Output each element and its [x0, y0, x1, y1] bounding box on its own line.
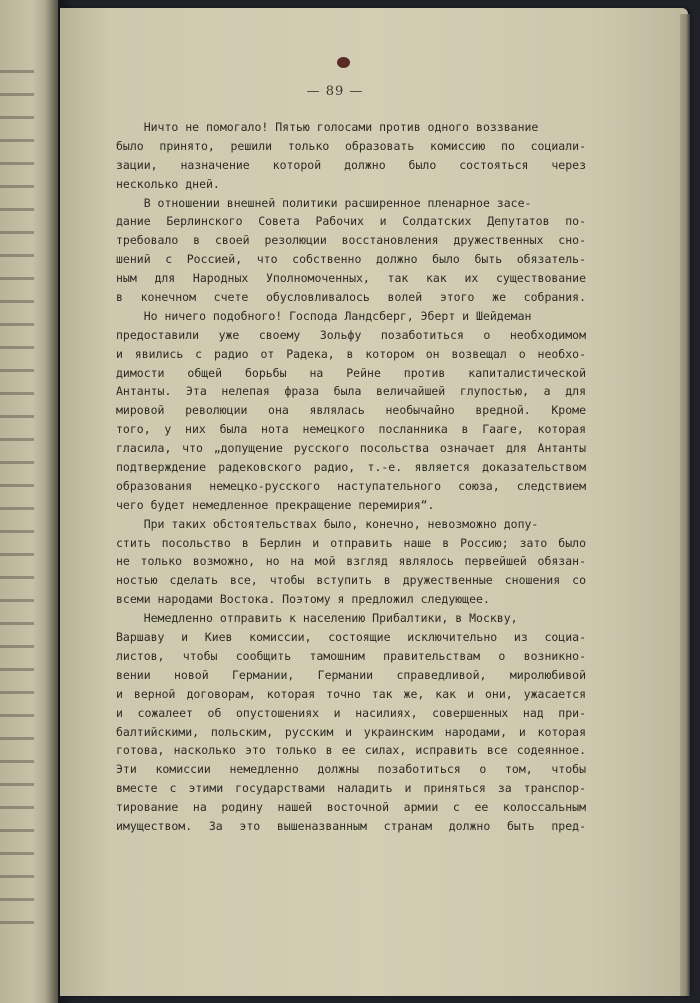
text-line: вместе с этими государствами наладить и приняться за транспор- [116, 781, 586, 796]
text-line: зации, назначение которой должно было состояться через [116, 157, 586, 172]
text-line: имуществом. За это вышеназванным странам должно быть пред- [116, 818, 586, 833]
text-line: требовало в своей резолюции восстановления дружественных сно- [116, 233, 586, 248]
text-line: было принято, решили только образовать комиссию по социали- [116, 138, 586, 153]
left-page-text-edge [0, 60, 34, 940]
text-line: ным для Народных Уполномоченных, так как их существование [116, 271, 586, 286]
text-line: Немедленно отправить к населению Прибалтики, в Москву, [116, 611, 518, 626]
text-line: стить посольство в Берлин и отправить наше в Россию; зато было [116, 535, 586, 550]
text-line: гласила, что „допущение русского посольства означает для Антанты [116, 441, 586, 456]
text-line: тирование на родину нашей восточной армии с ее колоссальным [116, 800, 586, 815]
text-line: чего будет немедленное прекращение перемирия“. [116, 497, 435, 512]
text-line: и верной договорам, которая точно так же, как и они, ужасается [116, 686, 586, 701]
text-line: в конечном счете обусловливалось волей этого же собрания. [116, 290, 586, 305]
text-line: Антанты. Эта нелепая фраза была величайшей глупостью, а для [116, 384, 586, 399]
text-line: При таких обстоятельствах было, конечно, невозможно допу- [116, 516, 539, 531]
text-line: Варшаву и Киев комиссии, состоящие исключительно из социа- [116, 630, 586, 645]
text-line: образования немецко-русского наступательного союза, следствием [116, 478, 586, 493]
text-line: не только возможно, но на мой взгляд являлось первейшей обязан- [116, 554, 586, 569]
text-line: ностью сделать все, чтобы вступить в дружественные сношения со [116, 573, 586, 588]
text-line: балтийскими, польским, русским и украинским народами, и которая [116, 724, 586, 739]
page-number: — 89 — [306, 84, 364, 99]
text-line: предоставили уже своему Зольфу позаботиться о необходимом [116, 327, 586, 342]
text-line: мировой революции она являлась необычайно вредной. Кроме [116, 403, 586, 418]
text-line: Ничто не помогало! Пятью голосами против одного воззвание [116, 120, 539, 134]
text-line: всеми народами Востока. Поэтому я предложил следующее. [116, 592, 490, 607]
text-line: и сожалеет об опустошениях и насилиях, совершенных над при- [116, 705, 586, 720]
ink-spot [337, 57, 350, 68]
text-line: дание Берлинского Совета Рабочих и Солдатских Депутатов по- [116, 214, 586, 229]
text-line: готова, насколько это только в ее силах, исправить все содеянное. [116, 743, 586, 758]
text-line: и явились с радио от Радека, в котором он возвещал о необхо- [116, 346, 586, 361]
page-edges [680, 14, 690, 996]
text-line: вении новой Германии, Германии справедливой, миролюбивой [116, 667, 586, 682]
text-line: Но ничего подобного! Господа Ландсберг, Эберт и Шейдеман [116, 308, 532, 323]
body-text [116, 118, 586, 836]
text-line: несколько дней. [116, 176, 220, 191]
text-line: В отношении внешней политики расширенное пленарное засе- [116, 195, 532, 210]
text-line: димости общей борьбы на Рейне против капиталистической [116, 365, 586, 380]
text-line: листов, чтобы сообщить тамошним правительствам о возникно- [116, 648, 586, 663]
text-line: шений с Россией, что собственно должно было быть обязатель- [116, 252, 586, 267]
text-line: подтверждение радековского радио, т.-е. является доказательством [116, 460, 586, 475]
text-line: того, у них была нота немецкого посланника в Гааге, которая [116, 422, 586, 437]
text-line: Эти комиссии немедленно должны позаботиться о том, чтобы [116, 762, 586, 777]
